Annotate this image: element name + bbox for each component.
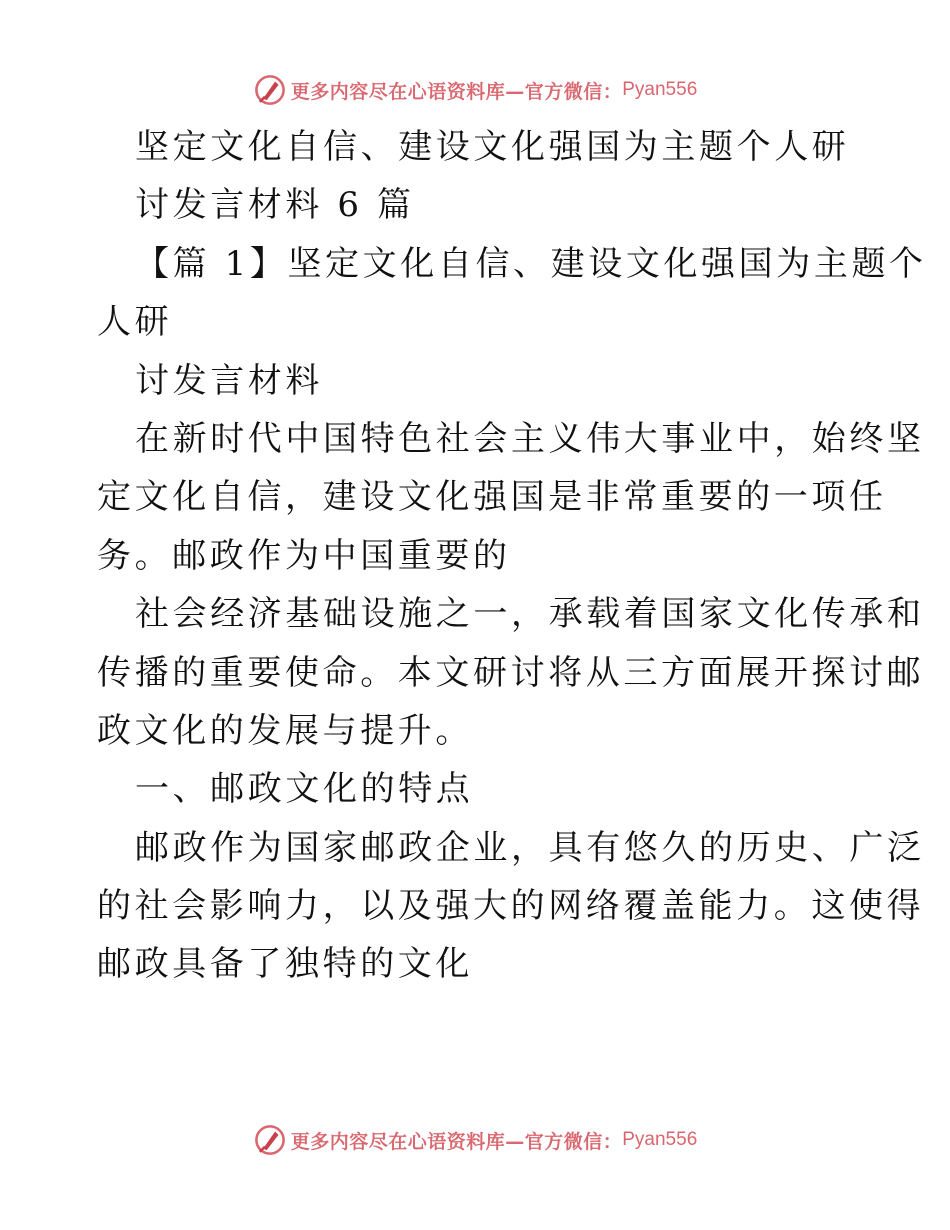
text-line: 邮政作为国家邮政企业，具有悠久的历史、广泛 [135, 827, 925, 868]
text-line: 在新时代中国特色社会主义伟大事业中，始终坚 [135, 418, 925, 459]
watermark-text: 更多内容尽在心语资料库—官方微信： [290, 80, 623, 103]
text-line: 一、邮政文化的特点 [135, 769, 474, 810]
text-line: 定文化自信，建设文化强国是非常重要的一项任 [97, 477, 887, 518]
text-line: 【篇 1】坚定文化自信、建设文化强国为主题个 [135, 243, 927, 284]
text-line: 邮政具备了独特的文化 [97, 944, 473, 985]
fountain-pen-circle-icon [253, 1123, 287, 1157]
watermark-account: Pyan556 [622, 79, 698, 100]
fountain-pen-circle-icon [253, 73, 287, 107]
text-line: 坚定文化自信、建设文化强国为主题个人研 [135, 127, 850, 167]
text-line: 政文化的发展与提升。 [97, 710, 473, 751]
watermark-banner-bottom [0, 1120, 950, 1160]
text-line: 传播的重要使命。本文研讨将从三方面展开探讨邮 [97, 652, 925, 693]
watermark-account: Pyan556 [622, 1129, 698, 1150]
text-line: 讨发言材料 [135, 360, 323, 401]
watermark-text: 更多内容尽在心语资料库—官方微信： [290, 1130, 623, 1153]
text-line: 人研 [97, 302, 173, 343]
text-line: 务。邮政作为中国重要的 [97, 535, 511, 576]
text-line: 的社会影响力，以及强大的网络覆盖能力。这使得 [97, 886, 925, 927]
text-line: 社会经济基础设施之一，承载着国家文化传承和 [135, 594, 925, 635]
text-line: 讨发言材料 6 篇 [135, 185, 415, 226]
document-body [97, 118, 927, 994]
watermark-banner-top [0, 70, 950, 110]
